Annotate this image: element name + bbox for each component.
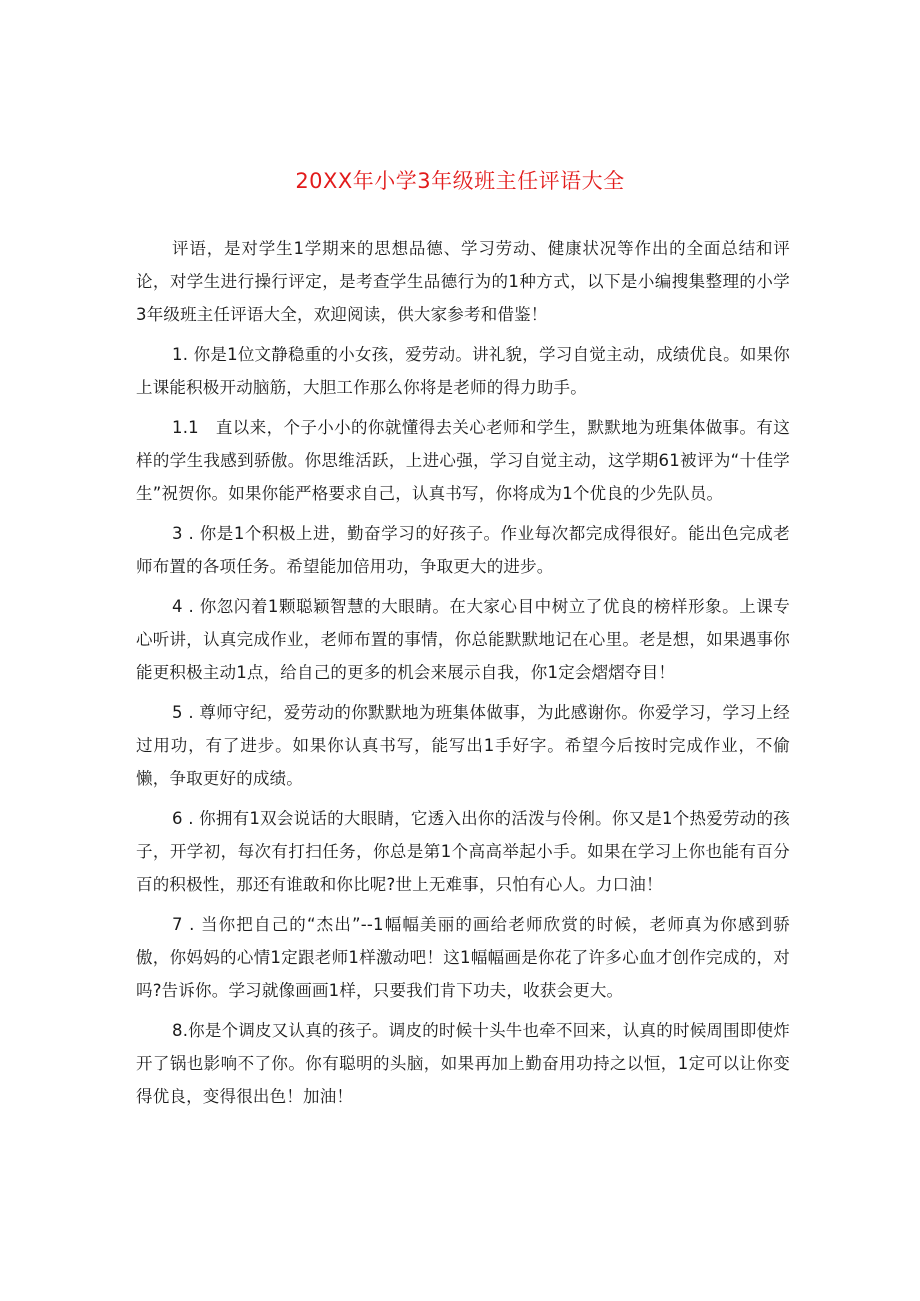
document-body bbox=[136, 232, 790, 1120]
paragraph-comment-8: 8.你是个调皮又认真的孩子。调皮的时候十头牛也牵不回来，认真的时候周围即使炸开了锅也影响不了你。你有聪明的头脑，如果再加上勤奋用功持之以恒，1定可以让你变得优良，变得很出色！加油！ bbox=[136, 1021, 790, 1106]
paragraph-comment-4: 4 . 你忽闪着1颗聪颖智慧的大眼睛。在大家心目中树立了优良的榜样形象。上课专心听讲，认真完成作业，老师布置的事情，你总能默默地记在心里。老是想，如果遇事你能更积极主动1点，给自己的更多的机会来展示自我，你1定会熠熠夺目！ bbox=[136, 597, 790, 682]
paragraph-comment-2: 1.1 直以来，个子小小的你就懂得去关心老师和学生，默默地为班集体做事。有这样的学生我感到骄傲。你思维活跃，上进心强，学习自觉主动，这学期61被评为“十佳学生”祝贺你。如果你能严格要求自己，认真书写，你将成为1个优良的少先队员。 bbox=[136, 418, 790, 503]
paragraph-comment-5: 5 . 尊师守纪，爱劳动的你默默地为班集体做事，为此感谢你。你爱学习，学习上经过用功，有了进步。如果你认真书写，能写出1手好字。希望今后按时完成作业，不偷懒，争取更好的成绩。 bbox=[136, 703, 790, 788]
paragraph-comment-1: 1. 你是1位文静稳重的小女孩，爱劳动。讲礼貌，学习自觉主动，成绩优良。如果你上课能积极开动脑筋，大胆工作那么你将是老师的得力助手。 bbox=[136, 345, 790, 397]
paragraph-comment-3: 3 . 你是1个积极上进，勤奋学习的好孩子。作业每次都完成得很好。能出色完成老师布置的各项任务。希望能加倍用功，争取更大的进步。 bbox=[136, 524, 790, 576]
paragraph-comment-6: 6 . 你拥有1双会说话的大眼睛，它透入出你的活泼与伶俐。你又是1个热爱劳动的孩子，开学初，每次有打扫任务，你总是第1个高高举起小手。如果在学习上你也能有百分百的积极性，那还有谁敢和你比呢?世上无难事，只怕有心人。力口油！ bbox=[136, 809, 790, 894]
paragraph-intro: 评语，是对学生1学期来的思想品德、学习劳动、健康状况等作出的全面总结和评论，对学生进行操行评定，是考查学生品德行为的1种方式，以下是小编搜集整理的小学3年级班主任评语大全，欢迎阅读，供大家参考和借鉴！ bbox=[136, 239, 790, 324]
paragraph-comment-7: 7 . 当你把自己的“杰出”--1幅幅美丽的画给老师欣赏的时候，老师真为你感到骄傲，你妈妈的心情1定跟老师1样激动吧！这1幅幅画是你花了许多心血才创作完成的，对吗?告诉你。学习就像画画1样，只要我们肯下功夫，收获会更大。 bbox=[136, 915, 790, 1000]
document-title: 20XX年小学3年级班主任评语大全 bbox=[295, 169, 625, 193]
